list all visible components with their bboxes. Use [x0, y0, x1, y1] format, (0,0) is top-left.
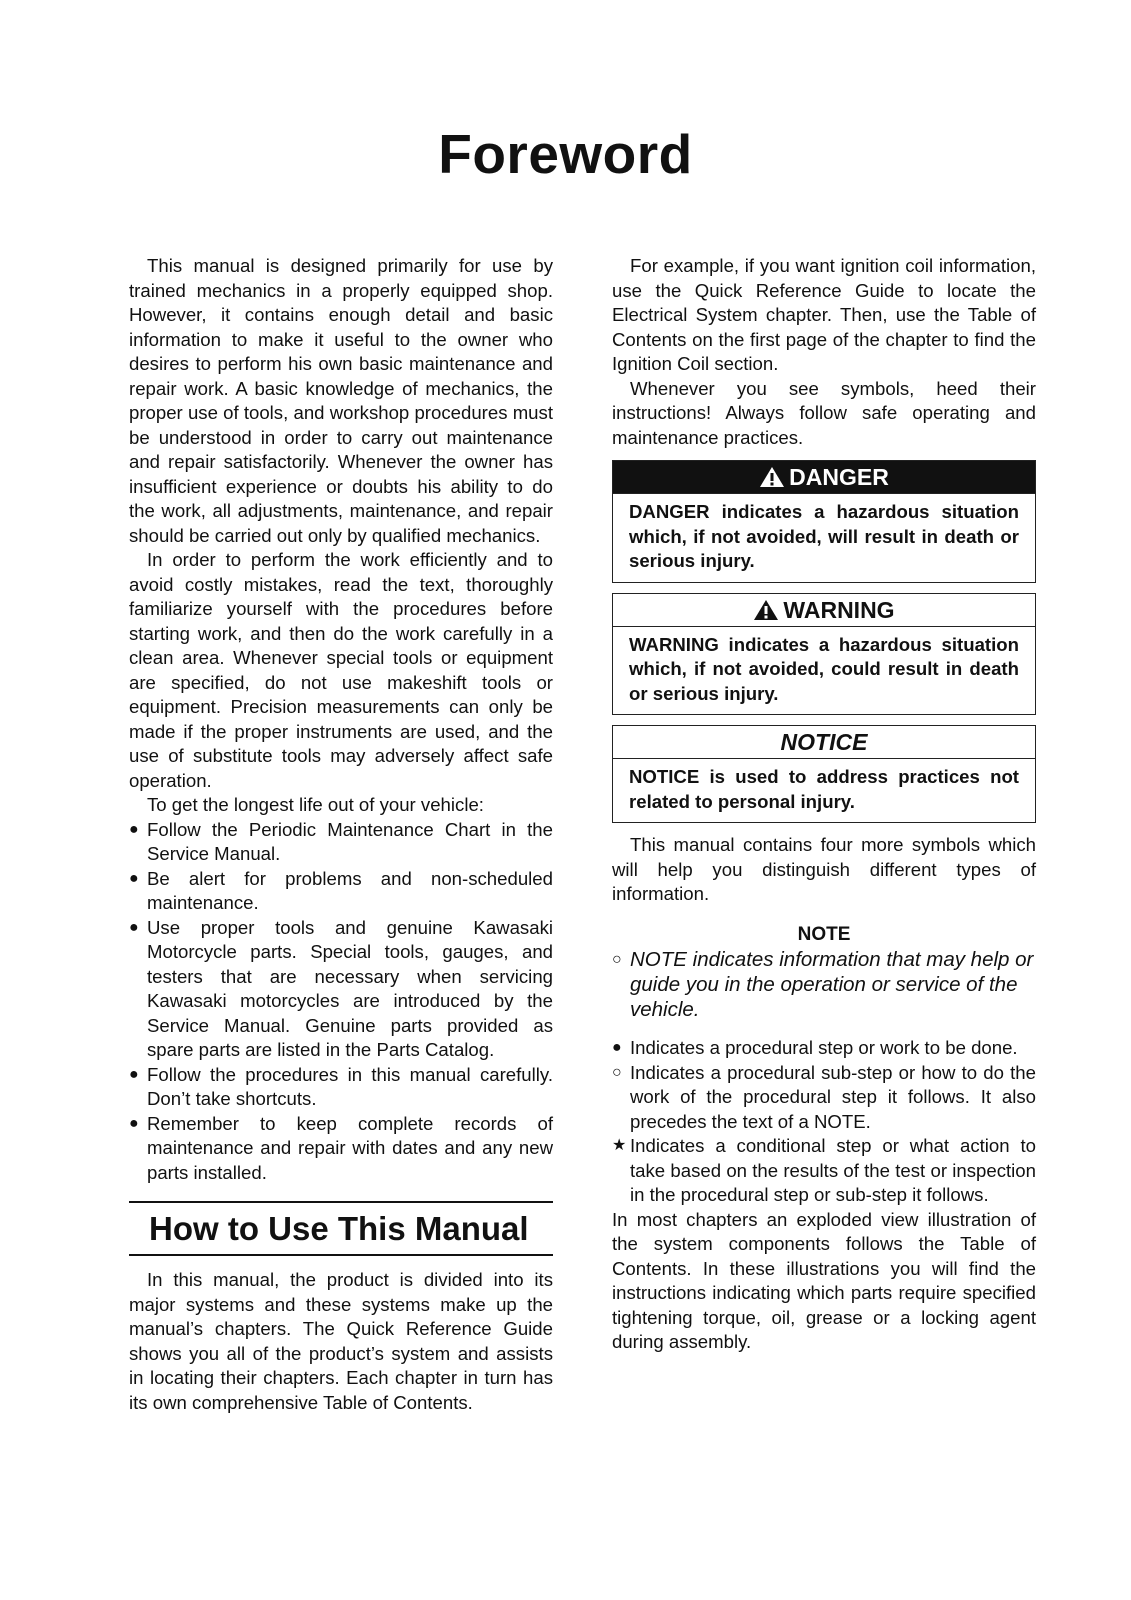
bullet-icon: ● — [129, 820, 139, 838]
symbols-paragraph: Whenever you see symbols, heed their instructions! Always follow safe operating and maintenance practices. — [612, 377, 1036, 448]
danger-header: DANGER — [613, 461, 1035, 494]
list-item: ● Use proper tools and genuine Kawasaki Motorcycle parts. Special tools, gauges, and testers that are necessary when servicing Kawasaki motorcycles are introduced by the Service Manual. Genuine parts provided as spare parts are listed in the Parts Catalog. — [129, 916, 553, 1060]
vehicle-life-paragraph: To get the longest life out of your vehicle: — [147, 794, 484, 815]
list-item: ● Follow the Periodic Maintenance Chart in the Service Manual. — [129, 818, 553, 864]
list-item: ○ Indicates a procedural sub-step or how to do the work of the procedural step it follows. It also precedes the text of a NOTE. — [612, 1061, 1036, 1132]
right-column — [612, 254, 1036, 1355]
notice-header: NOTICE — [613, 726, 1035, 759]
bullet-icon: ● — [129, 1114, 139, 1132]
warning-text: WARNING indicates a hazardous situation which, if not avoided, could result in death or serious injury. — [629, 633, 1019, 704]
section-heading: How to Use This Manual — [129, 1201, 553, 1256]
note-text: ○ NOTE indicates information that may help or guide you in the operation or service of the vehicle. — [612, 948, 1034, 1021]
hollow-circle-icon: ○ — [612, 951, 622, 968]
efficiency-paragraph: In order to perform the work efficiently and to avoid costly mistakes, read the text, thoroughly familiarize yourself with the procedures before starting work, and then do the work carefully in a clean area. Whenever special tools or equipment are specified, do not use makeshift tools or equipment. Precision measurements can only be made if the proper instruments are used, and the use of substitute tools may adversely affect safe operation. — [129, 549, 553, 791]
list-item: ● Be alert for problems and non-scheduled maintenance. — [129, 867, 553, 913]
left-column — [129, 254, 553, 1415]
filled-bullet-icon: ● — [612, 1039, 622, 1056]
warning-triangle-icon — [753, 599, 779, 621]
bullet-icon: ● — [129, 869, 139, 887]
more-symbols-paragraph: This manual contains four more symbols which will help you distinguish different types of information. — [612, 834, 1036, 904]
danger-box — [612, 460, 1036, 583]
intro-paragraph: This manual is designed primarily for use by trained mechanics in a properly equipped shop. However, it contains enough detail and basic information to make it useful to the owner who desires to perform his own basic maintenance and repair work. A basic knowledge of mechanics, the proper use of tools, and workshop procedures must be understood in order to carry out maintenance and repair satisfactorily. Whenever the owner has insufficient experience or doubts his ability to do the work, all adjustments, maintenance, and repair should be carried out only by qualified mechanics. — [129, 255, 553, 546]
star-icon: ★ — [612, 1137, 627, 1154]
page-title: Foreword — [438, 123, 693, 185]
hollow-circle-icon: ○ — [612, 1063, 622, 1081]
list-item: ● Indicates a procedural step or work to be done. — [612, 1036, 1036, 1061]
danger-text: DANGER indicates a hazardous situation which, if not avoided, will result in death or serious injury. — [629, 501, 1019, 571]
symbols-list — [612, 1036, 1036, 1208]
list-item: ★ Indicates a conditional step or what action to take based on the results of the test or inspection in the procedural step or sub-step it follows. — [612, 1135, 1036, 1205]
list-item: ● Remember to keep complete records of maintenance and repair with dates and any new parts installed. — [129, 1112, 553, 1183]
notice-text: NOTICE is used to address practices not related to personal injury. — [629, 766, 1019, 812]
list-item: ● Follow the procedures in this manual carefully. Don’t take shortcuts. — [129, 1063, 553, 1109]
warning-header: WARNING — [613, 594, 1035, 627]
bullet-icon: ● — [129, 918, 139, 936]
maintenance-tips-list — [129, 818, 553, 1186]
example-paragraph: For example, if you want ignition coil information, use the Quick Reference Guide to locate the Electrical System chapter. Then, use the Table of Contents on the first page of the chapter to find the Ignition Coil section. — [612, 255, 1036, 374]
warning-triangle-icon — [759, 466, 785, 488]
notice-box — [612, 725, 1036, 823]
exploded-view-paragraph: In most chapters an exploded view illustration of the system components follows the Table of Contents. In these illustrations you will find the instructions indicating which parts require specified tightening torque, oil, grease or a locking agent during assembly. — [612, 1208, 1036, 1352]
how-to-use-paragraph: In this manual, the product is divided into its major systems and these systems make up the manual’s chapters. The Quick Reference Guide shows you all of the product’s system and assists in locating their chapters. Each chapter in turn has its own comprehensive Table of Contents. — [129, 1269, 553, 1413]
note-heading: NOTE — [797, 923, 851, 945]
warning-box — [612, 593, 1036, 716]
bullet-icon: ● — [129, 1065, 139, 1083]
